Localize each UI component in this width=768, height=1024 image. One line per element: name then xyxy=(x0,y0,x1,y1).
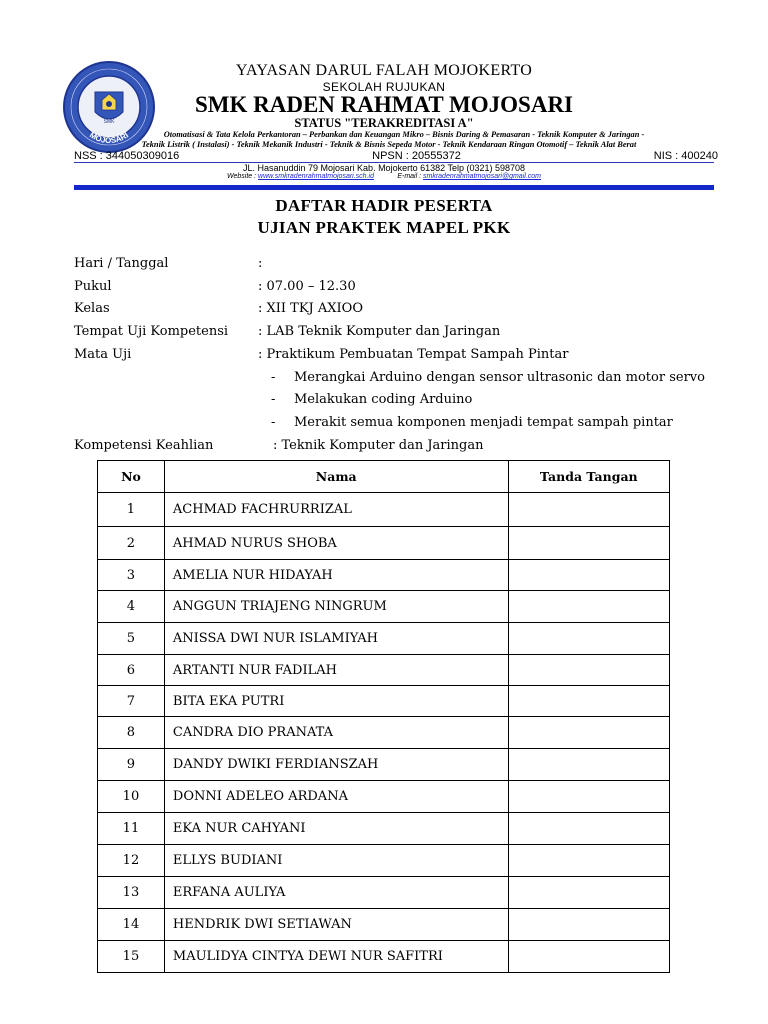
hari-label: Hari / Tanggal xyxy=(74,256,169,271)
row-number: 12 xyxy=(98,845,165,877)
task-item: Melakukan coding Arduino xyxy=(294,392,473,407)
student-name: ERFANA AULIYA xyxy=(164,877,508,909)
school-address: JL. Hasanuddin 79 Mojosari Kab. Mojokerto 61382 Telp (0321) 598708 xyxy=(242,163,526,173)
task-item: Merangkai Arduino dengan sensor ultrasonic dan motor servo xyxy=(294,370,705,385)
row-number: 8 xyxy=(98,717,165,749)
foundation-name: YAYASAN DARUL FALAH MOJOKERTO xyxy=(235,62,533,79)
student-name: EKA NUR CAHYANI xyxy=(164,813,508,845)
pukul-label: Pukul xyxy=(74,279,112,294)
task-bullet: - xyxy=(271,370,276,385)
table-row xyxy=(98,623,670,655)
table-header-row xyxy=(98,461,670,493)
kompetensi-value: : Teknik Komputer dan Jaringan xyxy=(273,438,484,453)
document-subtitle: UJIAN PRAKTEK MAPEL PKK xyxy=(257,218,511,237)
row-number: 4 xyxy=(98,591,165,623)
table-row xyxy=(98,655,670,686)
table-row xyxy=(98,941,670,973)
table-row xyxy=(98,686,670,717)
column-header-tanda-tangan: Tanda Tangan xyxy=(508,461,669,493)
table-row xyxy=(98,749,670,781)
student-name: MAULIDYA CINTYA DEWI NUR SAFITRI xyxy=(164,941,508,973)
student-name: AHMAD NURUS SHOBA xyxy=(164,527,508,560)
table-row xyxy=(98,909,670,941)
signature-cell[interactable] xyxy=(508,527,669,560)
accreditation-status: STATUS "TERAKREDITASI A" xyxy=(294,116,474,130)
task-bullet: - xyxy=(271,415,276,430)
task-bullet: - xyxy=(271,392,276,407)
column-header-nama: Nama xyxy=(164,461,508,493)
student-name: HENDRIK DWI SETIAWAN xyxy=(164,909,508,941)
row-number: 13 xyxy=(98,877,165,909)
nss-number: NSS : 344050309016 xyxy=(74,150,180,162)
student-name: DANDY DWIKI FERDIANSZAH xyxy=(164,749,508,781)
student-name: CANDRA DIO PRANATA xyxy=(164,717,508,749)
website-link[interactable]: www.smkradenrahmatmojosari.sch.id xyxy=(258,173,374,180)
document-title: DAFTAR HADIR PESERTA xyxy=(275,196,493,215)
signature-cell[interactable] xyxy=(508,941,669,973)
table-row xyxy=(98,877,670,909)
email-link[interactable]: smkradenrahmatmojosari@gmail.com xyxy=(423,173,541,180)
student-name: DONNI ADELEO ARDANA xyxy=(164,781,508,813)
contact-line xyxy=(0,173,768,180)
signature-cell[interactable] xyxy=(508,877,669,909)
nis-number: NIS : 400240 xyxy=(653,150,718,162)
programs-line-2: Teknik Listrik ( Instalasi) - Teknik Mekanik Industri - Teknik & Bisnis Sepeda Motor - Teknik Kendaraan Ringan Otomotif – Teknik Alat Berat xyxy=(141,140,637,149)
programs-line-1: Otomatisasi & Tata Kelola Perkantoran – Perbankan dan Keuangan Mikro – Bisnis Daring & Pemasaran - Teknik Komputer & Jaringan - xyxy=(163,130,645,139)
student-name: ACHMAD FACHRURRIZAL xyxy=(164,493,508,527)
student-name: ANISSA DWI NUR ISLAMIYAH xyxy=(164,623,508,655)
signature-cell[interactable] xyxy=(508,717,669,749)
hari-value: : xyxy=(258,256,263,271)
tempat-label: Tempat Uji Kompetensi xyxy=(74,324,229,339)
school-ids xyxy=(74,150,718,162)
row-number: 9 xyxy=(98,749,165,781)
table-row xyxy=(98,591,670,623)
mata-uji-value: : Praktikum Pembuatan Tempat Sampah Pintar xyxy=(258,347,569,362)
row-number: 11 xyxy=(98,813,165,845)
signature-cell[interactable] xyxy=(508,560,669,591)
kelas-value: : XII TKJ AXIOO xyxy=(258,301,363,316)
table-row xyxy=(98,781,670,813)
table-row xyxy=(98,560,670,591)
website-label: Website : xyxy=(227,173,257,180)
signature-cell[interactable] xyxy=(508,749,669,781)
signature-cell[interactable] xyxy=(508,623,669,655)
row-number: 2 xyxy=(98,527,165,560)
signature-cell[interactable] xyxy=(508,813,669,845)
task-item: Merakit semua komponen menjadi tempat sampah pintar xyxy=(294,415,673,430)
header-thick-rule xyxy=(74,185,714,190)
row-number: 5 xyxy=(98,623,165,655)
kelas-label: Kelas xyxy=(74,301,110,316)
column-header-no: No xyxy=(98,461,165,493)
signature-cell[interactable] xyxy=(508,686,669,717)
row-number: 7 xyxy=(98,686,165,717)
table-row xyxy=(98,845,670,877)
student-name: ELLYS BUDIANI xyxy=(164,845,508,877)
student-name: ARTANTI NUR FADILAH xyxy=(164,655,508,686)
row-number: 10 xyxy=(98,781,165,813)
signature-cell[interactable] xyxy=(508,655,669,686)
attendance-table xyxy=(97,460,670,973)
kompetensi-label: Kompetensi Keahlian xyxy=(74,438,214,453)
student-name: BITA EKA PUTRI xyxy=(164,686,508,717)
table-row xyxy=(98,493,670,527)
email-label: E-mail : xyxy=(397,173,422,180)
npsn-number: NPSN : 20555372 xyxy=(372,150,461,162)
row-number: 1 xyxy=(98,493,165,527)
signature-cell[interactable] xyxy=(508,909,669,941)
mata-uji-label: Mata Uji xyxy=(74,347,132,362)
row-number: 15 xyxy=(98,941,165,973)
table-row xyxy=(98,717,670,749)
svg-text:SMK: SMK xyxy=(103,119,115,125)
table-row xyxy=(98,527,670,560)
signature-cell[interactable] xyxy=(508,493,669,527)
signature-cell[interactable] xyxy=(508,591,669,623)
student-name: AMELIA NUR HIDAYAH xyxy=(164,560,508,591)
school-subtitle: SEKOLAH RUJUKAN xyxy=(322,80,446,94)
tempat-value: : LAB Teknik Komputer dan Jaringan xyxy=(258,324,501,339)
svg-text:MOJOSARI: MOJOSARI xyxy=(87,130,131,146)
table-row xyxy=(98,813,670,845)
row-number: 6 xyxy=(98,655,165,686)
pukul-value: : 07.00 – 12.30 xyxy=(258,279,356,294)
signature-cell[interactable] xyxy=(508,781,669,813)
school-name: SMK RADEN RAHMAT MOJOSARI xyxy=(194,92,574,117)
row-number: 3 xyxy=(98,560,165,591)
signature-cell[interactable] xyxy=(508,845,669,877)
row-number: 14 xyxy=(98,909,165,941)
student-name: ANGGUN TRIAJENG NINGRUM xyxy=(164,591,508,623)
